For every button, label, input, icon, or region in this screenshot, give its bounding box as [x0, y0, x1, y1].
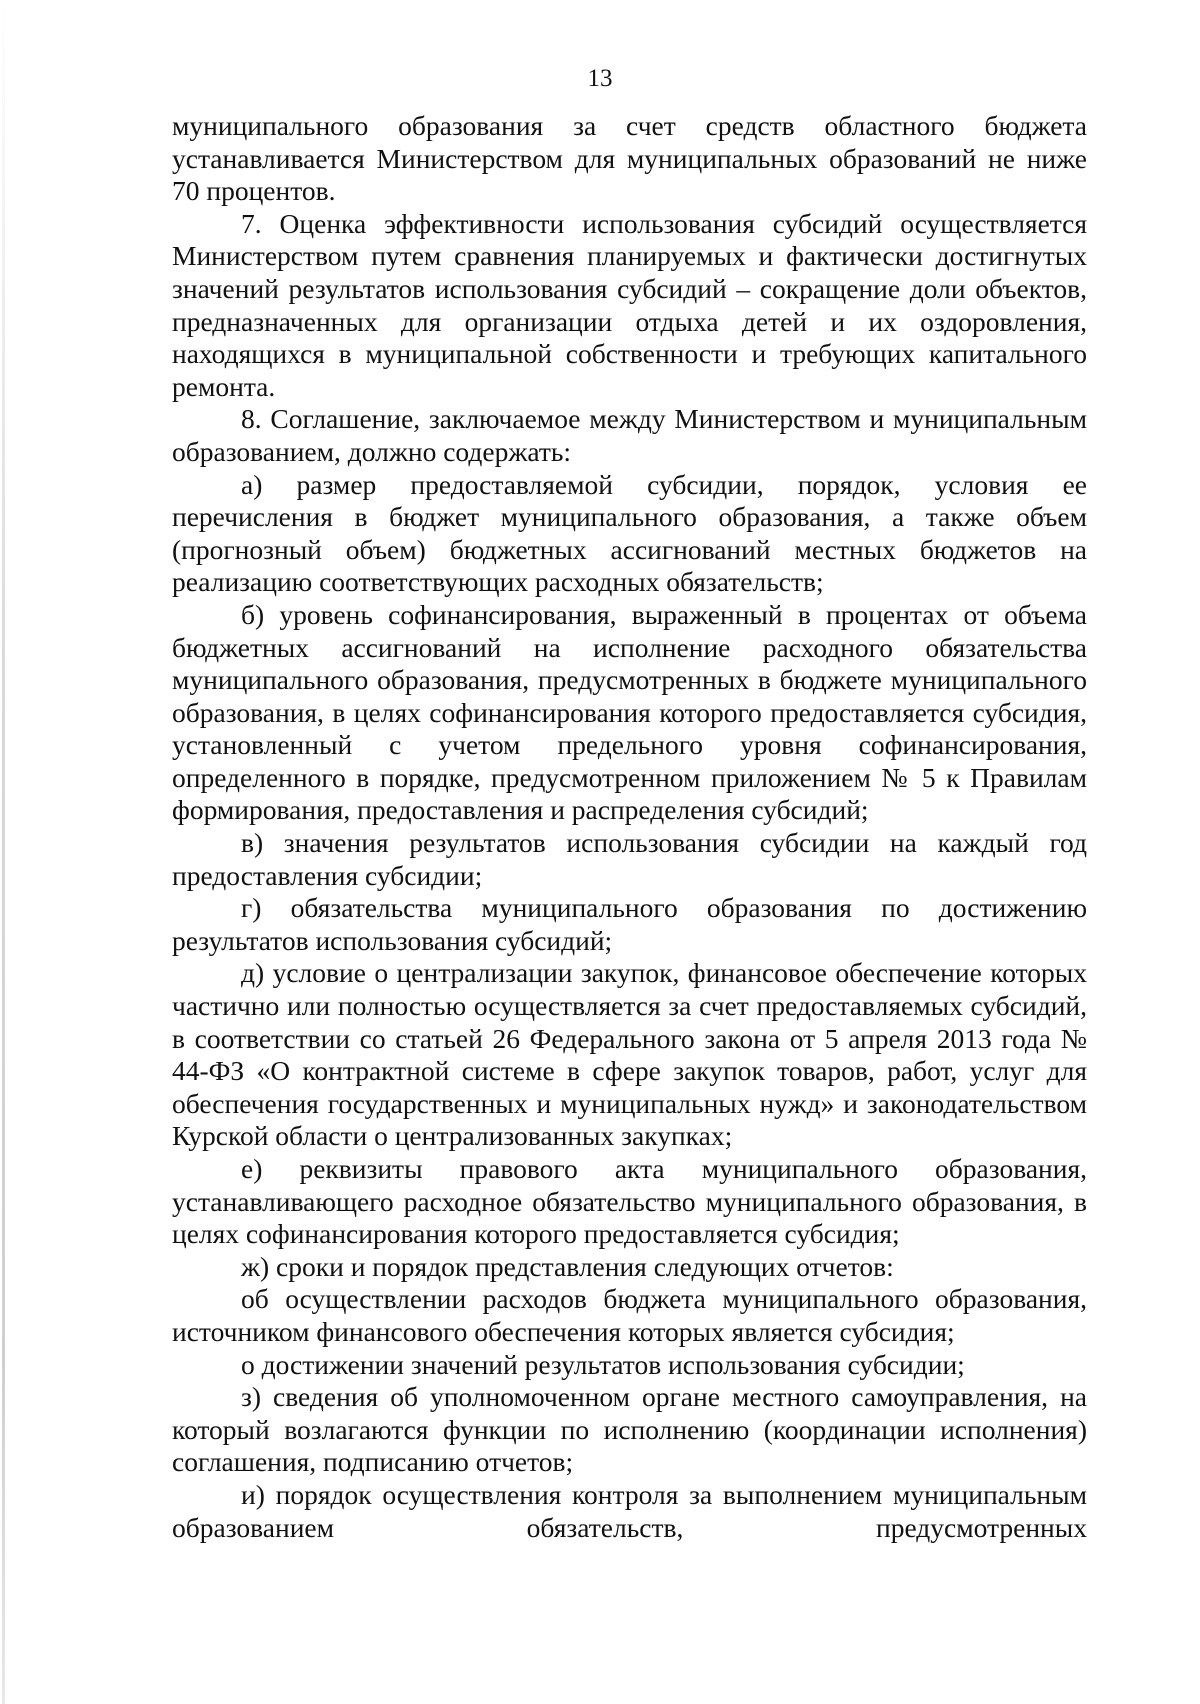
paragraph-subitem-b: б) уровень софинансирования, выраженный в процентах от объема бюджетных ассигнований на исполнение расходного обязательства муниципального образования, предусмотренных в бюджете муниципального образования, в целях софинансирования которого предоставляется субсидия, установленный с учетом предельного уровня софинансирования, определенного в порядке, предусмотренном приложением № 5 к Правилам формирования, предоставления и распределения субсидий; — [172, 598, 1087, 826]
paragraph-continuation: муниципального образования за счет средств областного бюджета устанавливается Министерством для муниципальных образований не ниже 70 процентов. — [172, 110, 1087, 207]
paragraph-item-8: 8. Соглашение, заключаемое между Министерством и муниципальным образованием, должно содержать: — [172, 403, 1087, 467]
paragraph-subitem-i: и) порядок осуществления контроля за выполнением муниципальным образованием обязательств, предусмотренных — [172, 1478, 1087, 1543]
paragraph-subitem-e: е) реквизиты правового акта муниципального образования, устанавливающего расходное обязательство муниципального образования, в целях софинансирования которого предоставляется субсидия; — [172, 1153, 1087, 1250]
paragraph-report-expenses: об осуществлении расходов бюджета муниципального образования, источником финансового обеспечения которых является субсидия; — [172, 1283, 1087, 1347]
paragraph-subitem-z: з) сведения об уполномоченном органе местного самоуправления, на который возлагаются функции по исполнению (координации исполнения) соглашения, подписанию отчетов; — [172, 1381, 1087, 1478]
paragraph-subitem-d: д) условие о централизации закупок, финансовое обеспечение которых частично или полностью осуществляется за счет предоставляемых субсидий, в соответствии со статьей 26 Федерального закона от 5 апреля 2013 года № 44-ФЗ «О контрактной системе в сфере закупок товаров, работ, услуг для обеспечения государственных и муниципальных нужд» и законодательством Курской области о централизованных закупках; — [172, 957, 1087, 1152]
paragraph-subitem-zh: ж) сроки и порядок представления следующих отчетов: — [241, 1250, 894, 1282]
paragraph-subitem-v: в) значения результатов использования субсидии на каждый год предоставления субсидии; — [172, 827, 1087, 891]
paragraph-subitem-a: а) размер предоставляемой субсидии, порядок, условия ее перечисления в бюджет муниципального образования, а также объем (прогнозный объем) бюджетных ассигнований местных бюджетов на реализацию соответствующих расходных обязательств; — [172, 468, 1087, 598]
page-number: 13 — [587, 65, 613, 92]
paragraph-item-7: 7. Оценка эффективности использования субсидий осуществляется Министерством путем сравнения планируемых и фактически достигнутых значений результатов использования субсидий – сокращение доли объектов, предназначенных для организации отдыха детей и их оздоровления, находящихся в муниципальной собственности и требующих капитального ремонта. — [172, 207, 1087, 402]
paragraph-subitem-g: г) обязательства муниципального образования по достижению результатов использования субсидий; — [172, 892, 1087, 956]
scan-edge-shadow — [2, 0, 5, 1704]
document-body — [172, 110, 1087, 1544]
paragraph-report-results: о достижении значений результатов использования субсидии; — [241, 1348, 965, 1380]
